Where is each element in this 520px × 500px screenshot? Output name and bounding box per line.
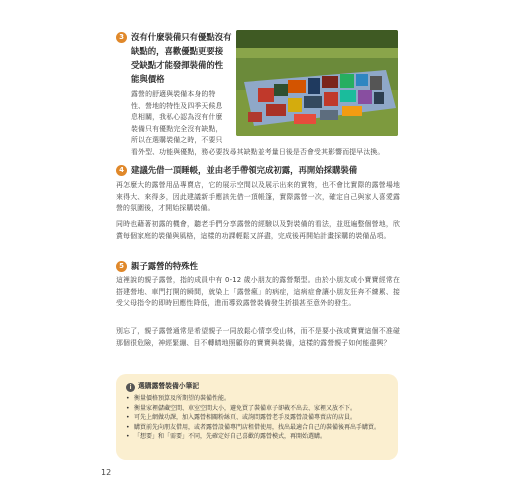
section-4-paragraph-2: 同時也藉著初露的機會，聽老手們分享露營的經驗以及對裝備的看法，並逛遍整個營地，欣賞每個家庭的裝備與風格，這樣的功課輕鬆又詳盡，完成後再開始計畫採購的裝備品項。 <box>116 220 400 240</box>
section-4-paragraph-1: 再怎麼大的露營用品專賣店，它的展示空間以及展示出來的實物，也不會比實際的露營場地來得大、來得多，因此建議新手應該先借一頂帳篷，實際露營一次，確定自己與家人喜愛露營的氛圍後，才開始採購裝備。 <box>116 181 400 213</box>
section-number-3: 3 <box>116 32 127 43</box>
section-4-title: 4 建議先借一頂睡帳，並由老手帶領完成初露，再開始採購裝備 <box>116 163 406 177</box>
list-item: • 「想要」和「需要」不同，先確定好自己喜歡的露營模式，再開始選購。 <box>126 432 388 442</box>
section-number-4: 4 <box>116 165 127 176</box>
section-3-title: 3 沒有什麼裝備只有優點沒有 缺點的，喜歡優點更要接 受缺點才能發揮裝備的性 能與價格 <box>116 30 234 86</box>
section-3-body-tail: 看外型、功能與優點，務必要找尋其缺點並考量日後是否會受其影響而提早汰換。 <box>131 148 385 156</box>
camping-gear-photo <box>236 30 398 136</box>
section-5-paragraph-1: 這裡說的親子露營，指的成員中有 0-12 歲小朋友的露營類型。由於小朋友或小寶寶經常在搭建營地、車門打開的瞬間，就染上「露營瘋」的病症，這病症會讓小朋友狂奔不練累、接受父母指令的即時回應性降低，進而導致露營裝備發生折損甚至意外的發生。 <box>116 276 400 308</box>
list-item: • 可先上網做功課，加入露營相關粉絲頁、或詢問露營老手及露營設備專賣店的店員。 <box>126 413 388 423</box>
tips-title: i 選購露營裝備小筆記 <box>126 381 199 392</box>
tips-box <box>116 374 398 460</box>
section-3-body: 露營的舒適與裝備本身的特 性、營地的特性及四季天候息 息相關，我私心認為沒有什麼 裝備只有優點完全沒有缺點， 所以在選購裝備之時，不要只 <box>131 90 223 145</box>
section-5-paragraph-2: 別忘了，親子露營通常是希望親子一同放鬆心情享受山林，而不是要小孩或寶寶這個不准碰那個很危險，神經緊繃、目不轉睛地照顧你的寶寶與裝備，這樣的露營親子如何能盡興？ <box>116 327 400 347</box>
info-icon: i <box>126 383 135 392</box>
section-5-title: 5 親子露營的特殊性 <box>116 259 316 273</box>
list-item: • 衡量家裡儲藏空間、車室空間大小，避免買了裝備車子卻載不出去、家裡又放不下。 <box>126 404 388 414</box>
list-item: • 購買前先向朋友借用，或者露營設備專門店租借使用，找出最適合自己的裝備後再出手購買。 <box>126 423 388 433</box>
list-item: • 衡量價格預算及所期望的裝備性能。 <box>126 394 388 404</box>
page-number: 12 <box>101 468 112 477</box>
section-number-5: 5 <box>116 261 127 272</box>
tips-list <box>126 394 388 442</box>
